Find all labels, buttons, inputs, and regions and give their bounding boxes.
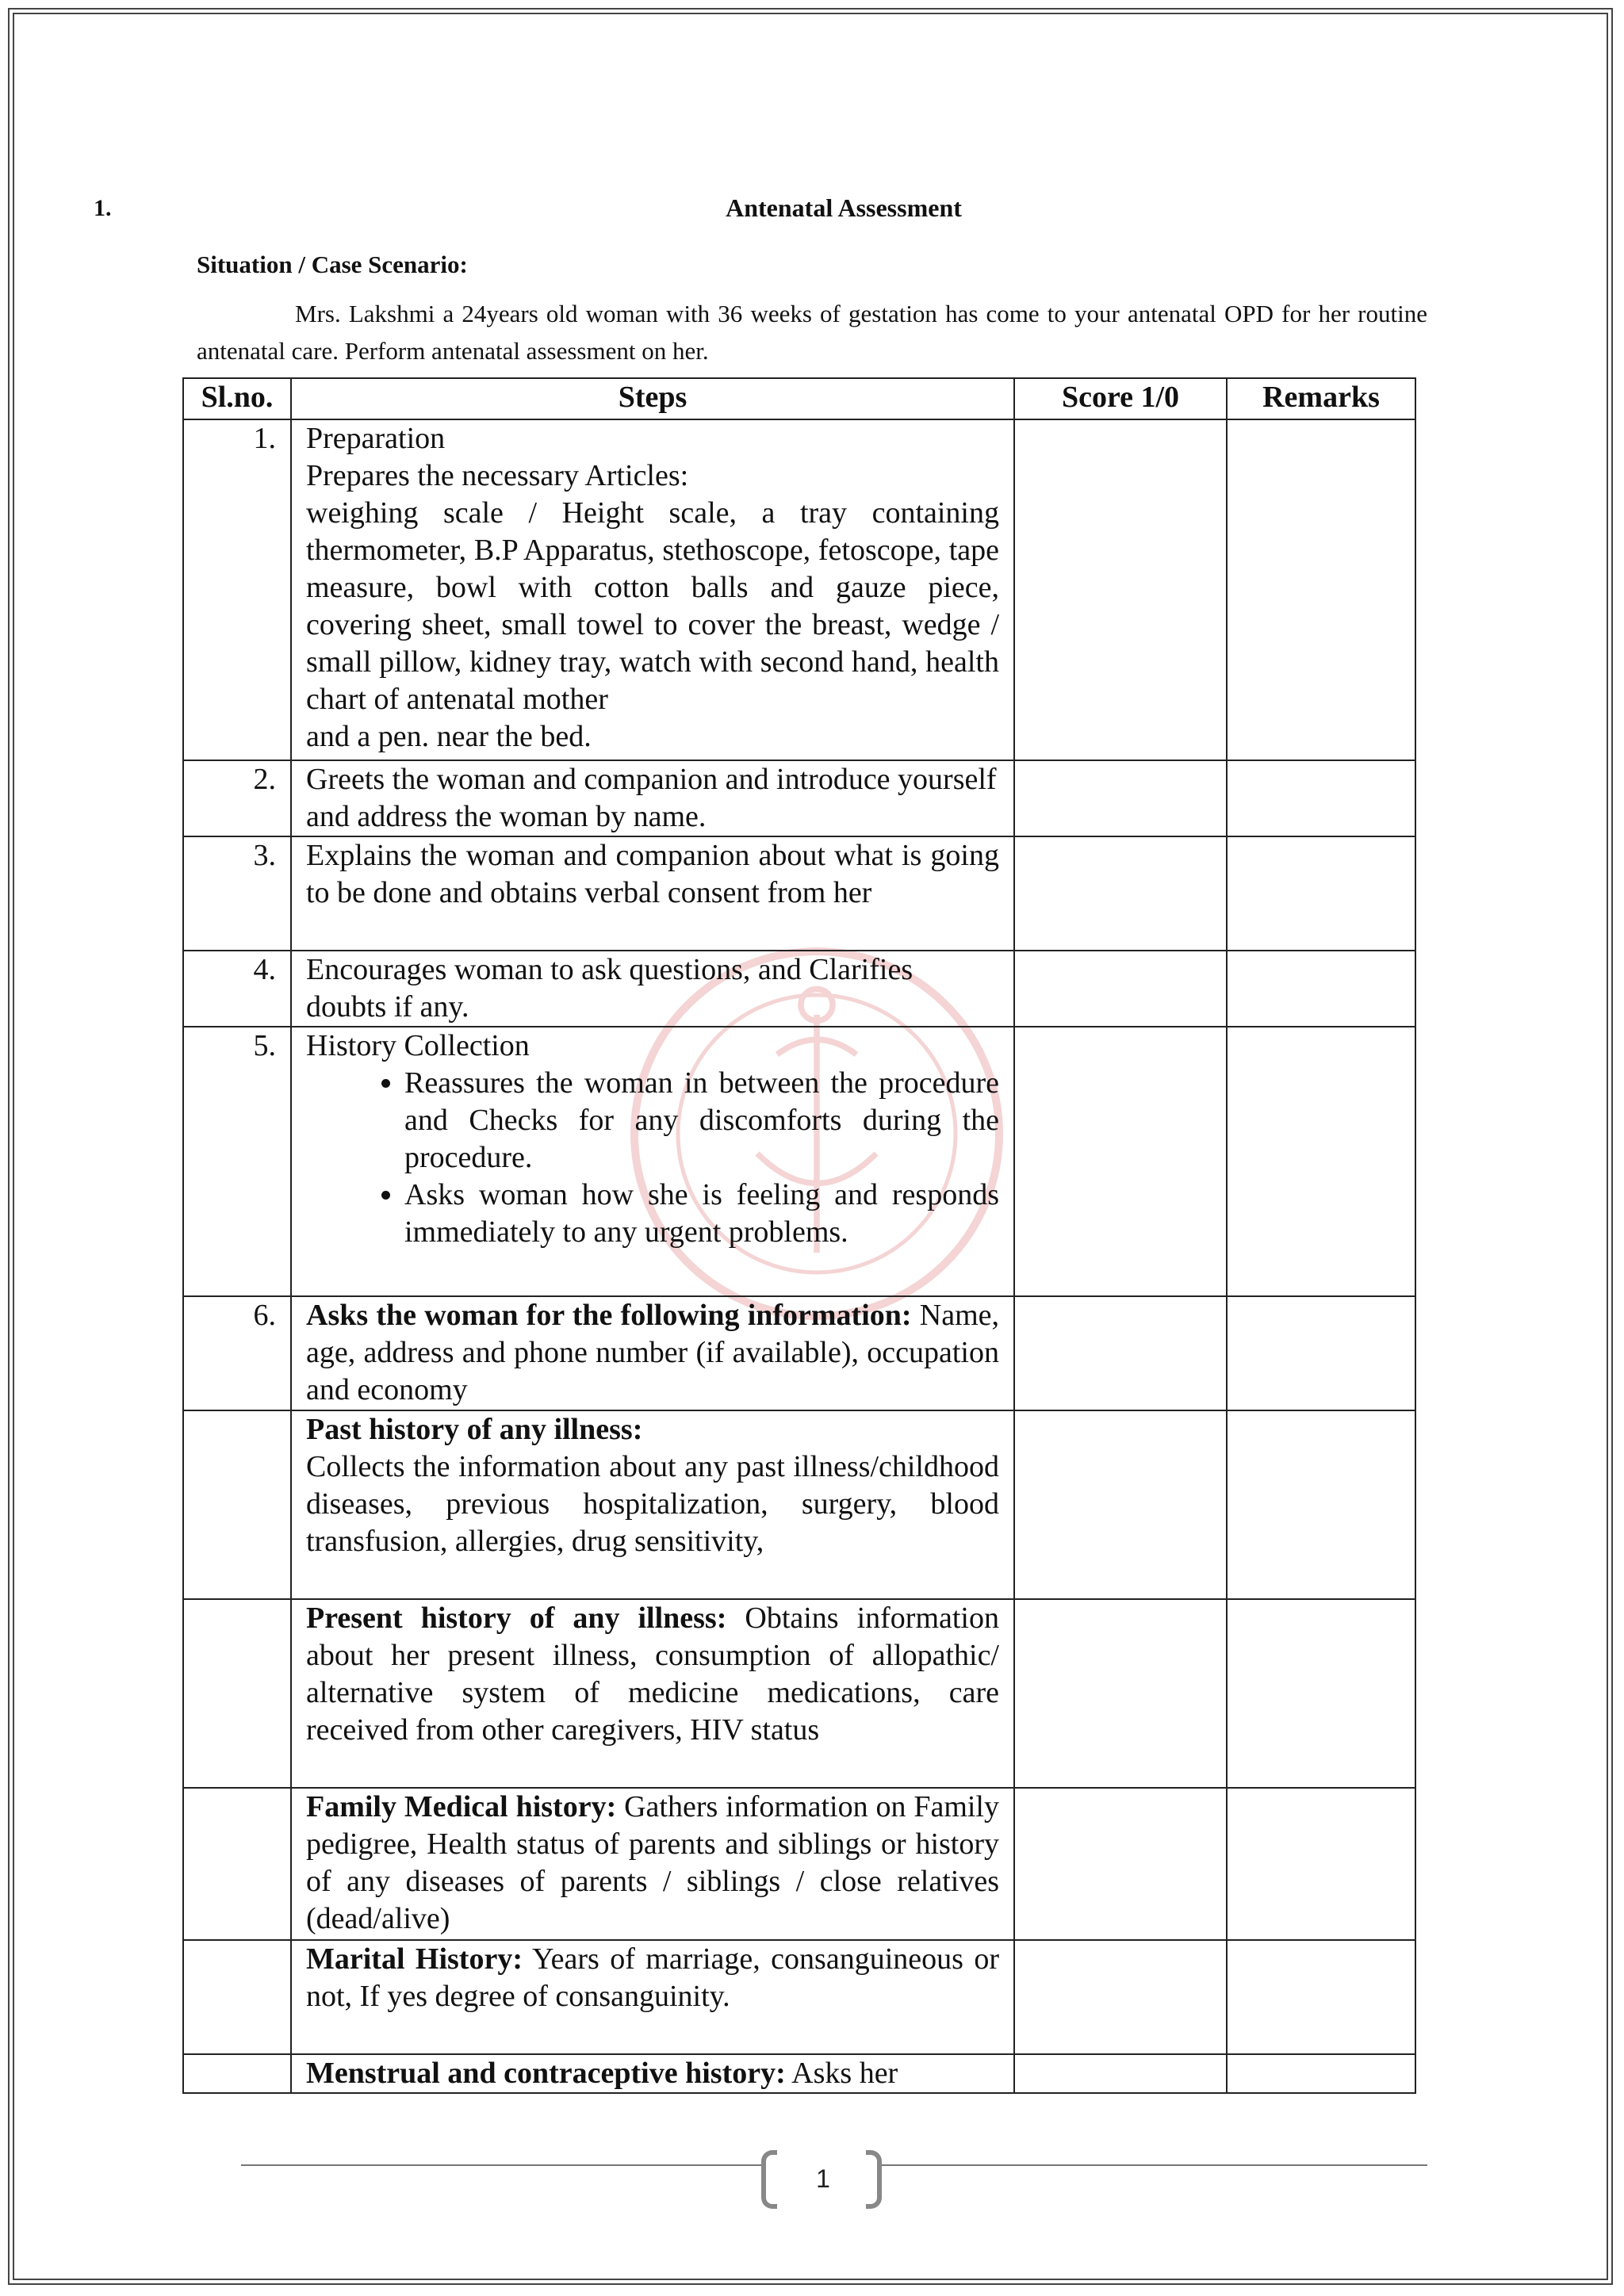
remarks-cell[interactable] [1227,419,1415,760]
step-heading: History Collection [306,1029,530,1062]
header-slno: Sl.no. [183,378,291,419]
row-number [183,1788,291,1940]
row-number: 6. [183,1296,291,1410]
header-score: Score 1/0 [1014,378,1227,419]
row-number: 2. [183,760,291,836]
row-number [183,1940,291,2054]
step-bold-label: Asks the woman for the following information: [306,1299,912,1332]
page-number-bracket-left [761,2150,777,2209]
footer-rule-right [877,2164,1427,2166]
remarks-cell[interactable] [1227,836,1415,951]
score-cell[interactable] [1014,836,1227,951]
score-cell[interactable] [1014,2054,1227,2093]
step-heading: Preparation [306,422,446,455]
table-row [183,836,1415,951]
scenario-heading: Situation / Case Scenario: [197,251,468,278]
step-text: Explains the woman and companion about what is going to be done and obtains verbal consent from her [291,836,1014,951]
step-text: Collects the information about any past illness/childhood diseases, previous hospitalization, surgery, blood transfusion, allergies, drug sensitivity, [306,1450,999,1558]
step-bold-label: Past history of any illness: [306,1413,643,1446]
page-number-bracket-right [866,2150,882,2209]
score-cell[interactable] [1014,1599,1227,1788]
page-title: Antenatal Assessment [726,193,962,222]
remarks-cell[interactable] [1227,760,1415,836]
step-text: Encourages woman to ask questions, and Clarifies doubts if any. [291,951,1014,1027]
remarks-cell[interactable] [1227,1027,1415,1296]
step-cell [291,1599,1014,1788]
step-text: Greets the woman and companion and introduce yourself and address the woman by name. [291,760,1014,836]
table-row [183,2054,1415,2093]
remarks-cell[interactable] [1227,1410,1415,1599]
row-number: 1. [183,419,291,760]
list-item: • Reassures the woman in between the procedure and Checks for any discomforts during the procedure. [404,1065,999,1177]
step-text-end: and a pen. near the bed. [306,720,592,753]
step-text: Asks her [791,2057,898,2090]
row-number: 4. [183,951,291,1027]
score-cell[interactable] [1014,1788,1227,1940]
row-number: 5. [183,1027,291,1296]
step-cell [291,1027,1014,1296]
remarks-cell[interactable] [1227,1788,1415,1940]
step-bold-label: Present history of any illness: [306,1601,727,1635]
list-item: • Asks woman how she is feeling and responds immediately to any urgent problems. [404,1177,999,1251]
remarks-cell[interactable] [1227,951,1415,1027]
table-row [183,1940,1415,2054]
table-row [183,1410,1415,1599]
score-cell[interactable] [1014,1410,1227,1599]
question-number: 1. [94,195,112,221]
table-row [183,951,1415,1027]
step-cell [291,1788,1014,1940]
bullet-list [306,1065,999,1251]
table-header-row [183,378,1415,419]
step-bold-label: Family Medical history: [306,1790,617,1823]
row-number: 3. [183,836,291,951]
score-cell[interactable] [1014,1027,1227,1296]
step-text: weighing scale / Height scale, a tray containing thermometer, B.P Apparatus, stethoscope, fetoscope, tape measure, bowl with cotton balls and gauze piece, covering sheet, small towel to cover the breast, wedge / small pillow, kidney tray, watch with second hand, health chart of antenatal mother [306,496,999,716]
row-number [183,1410,291,1599]
remarks-cell[interactable] [1227,2054,1415,2093]
table-row [183,1296,1415,1410]
remarks-cell[interactable] [1227,1296,1415,1410]
header-steps: Steps [291,378,1014,419]
score-cell[interactable] [1014,1296,1227,1410]
page-number: 1 [816,2164,830,2193]
footer-rule-left [241,2164,761,2166]
step-cell [291,419,1014,760]
table-row [183,1788,1415,1940]
step-cell [291,1940,1014,2054]
table-row [183,1027,1415,1296]
step-cell [291,2054,1014,2093]
score-cell[interactable] [1014,951,1227,1027]
table-row [183,419,1415,760]
step-cell [291,1296,1014,1410]
step-subheading: Prepares the necessary Articles: [306,459,689,492]
table-row [183,760,1415,836]
step-bold-label: Menstrual and contraceptive history: [306,2057,786,2090]
step-text: Name, age, address and phone number (if available), occupation and economy [306,1299,1000,1406]
scenario-text: Mrs. Lakshmi a 24years old woman with 36 weeks of gestation has come to your antenatal OPD for her routine antenatal care. Perform antenatal assessment on her. [197,300,1427,365]
step-bold-label: Marital History: [306,1942,523,1976]
row-number [183,1599,291,1788]
step-text: Years of marriage, consanguineous or not, If yes degree of consanguinity. [306,1942,999,2013]
header-remarks: Remarks [1227,378,1415,419]
step-text: Gathers information on Family pedigree, Health status of parents and siblings or history of any diseases of parents / siblings / close relatives (dead/alive) [306,1790,999,1935]
step-cell [291,1410,1014,1599]
assessment-checklist-table [182,377,1416,2094]
score-cell[interactable] [1014,1940,1227,2054]
remarks-cell[interactable] [1227,1940,1415,2054]
score-cell[interactable] [1014,419,1227,760]
step-text: Obtains information about her present illness, consumption of allopathic/ alternative system of medicine medications, care received from other caregivers, HIV status [306,1601,999,1747]
row-number [183,2054,291,2093]
score-cell[interactable] [1014,760,1227,836]
remarks-cell[interactable] [1227,1599,1415,1788]
table-row [183,1599,1415,1788]
